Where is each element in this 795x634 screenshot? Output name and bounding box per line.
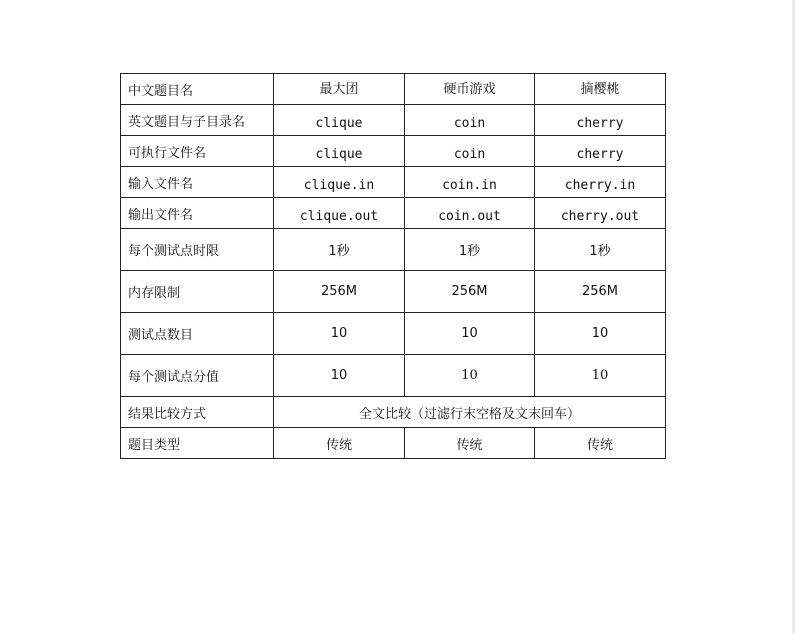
executable-name-1: clique bbox=[274, 136, 405, 167]
test-count-2: 10 bbox=[405, 313, 535, 355]
executable-name-3: cherry bbox=[535, 136, 666, 167]
table-row-compare-method bbox=[121, 397, 666, 428]
input-file-1: clique.in bbox=[274, 167, 405, 198]
input-file-2: coin.in bbox=[405, 167, 535, 198]
row-label-time-limit: 每个测试点时限 bbox=[121, 229, 274, 271]
compare-method-value: 全文比较（过滤行末空格及文末回车） bbox=[274, 397, 666, 428]
table-row-header bbox=[121, 74, 666, 105]
table-row-test-score bbox=[121, 355, 666, 397]
problem-info-table bbox=[120, 73, 666, 459]
time-limit-1: 1秒 bbox=[274, 229, 405, 271]
table-row-time-limit bbox=[121, 229, 666, 271]
problem-name-1: 最大团 bbox=[274, 74, 405, 105]
row-label-executable: 可执行文件名 bbox=[121, 136, 274, 167]
problem-name-3: 摘樱桃 bbox=[535, 74, 666, 105]
row-label-output-file: 输出文件名 bbox=[121, 198, 274, 229]
row-label-test-count: 测试点数目 bbox=[121, 313, 274, 355]
problem-type-3: 传统 bbox=[535, 428, 666, 459]
output-file-2: coin.out bbox=[405, 198, 535, 229]
row-label-problem-type: 题目类型 bbox=[121, 428, 274, 459]
memory-limit-3: 256M bbox=[535, 271, 666, 313]
table-row-memory-limit bbox=[121, 271, 666, 313]
row-label-english-name: 英文题目与子目录名 bbox=[121, 105, 274, 136]
table-row-problem-type bbox=[121, 428, 666, 459]
english-name-1: clique bbox=[274, 105, 405, 136]
row-label-memory-limit: 内存限制 bbox=[121, 271, 274, 313]
test-count-1: 10 bbox=[274, 313, 405, 355]
test-score-3: 10 bbox=[535, 355, 666, 397]
test-count-3: 10 bbox=[535, 313, 666, 355]
time-limit-2: 1秒 bbox=[405, 229, 535, 271]
test-score-2: 10 bbox=[405, 355, 535, 397]
time-limit-3: 1秒 bbox=[535, 229, 666, 271]
table-row-english-name bbox=[121, 105, 666, 136]
output-file-1: clique.out bbox=[274, 198, 405, 229]
memory-limit-2: 256M bbox=[405, 271, 535, 313]
test-score-1: 10 bbox=[274, 355, 405, 397]
table-row-test-count bbox=[121, 313, 666, 355]
problem-type-1: 传统 bbox=[274, 428, 405, 459]
problem-type-2: 传统 bbox=[405, 428, 535, 459]
row-label-test-score: 每个测试点分值 bbox=[121, 355, 274, 397]
english-name-2: coin bbox=[405, 105, 535, 136]
row-label-input-file: 输入文件名 bbox=[121, 167, 274, 198]
output-file-3: cherry.out bbox=[535, 198, 666, 229]
input-file-3: cherry.in bbox=[535, 167, 666, 198]
table-row-output-file bbox=[121, 198, 666, 229]
problem-name-2: 硬币游戏 bbox=[405, 74, 535, 105]
table-row-input-file bbox=[121, 167, 666, 198]
table-row-executable bbox=[121, 136, 666, 167]
memory-limit-1: 256M bbox=[274, 271, 405, 313]
english-name-3: cherry bbox=[535, 105, 666, 136]
row-label-chinese-name: 中文题目名 bbox=[121, 74, 274, 105]
executable-name-2: coin bbox=[405, 136, 535, 167]
row-label-compare-method: 结果比较方式 bbox=[121, 397, 274, 428]
